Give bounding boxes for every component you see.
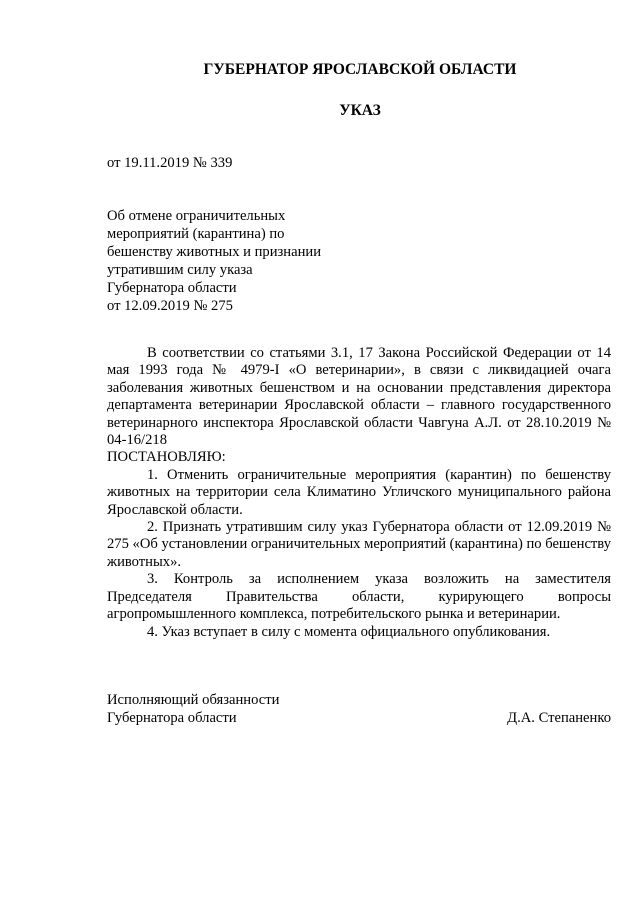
signer-name: Д.А. Степаненко xyxy=(507,710,611,726)
subject-line: от 12.09.2019 № 275 xyxy=(107,298,233,314)
document-type: УКАЗ xyxy=(339,102,381,119)
document-body xyxy=(107,345,611,641)
clause-3: 3. Контроль за исполнением указа возложить на заместителя Председателя Правительства области, курирующего вопросы агропромышленного комплекса, потребительского рынка и ветеринарии. xyxy=(107,571,611,623)
signer-position-line2: Губернатора области xyxy=(107,710,237,726)
subject-line: бешенству животных и признании xyxy=(107,244,322,260)
subject-line: Губернатора области xyxy=(107,280,237,296)
subject-line: утратившим силу указа xyxy=(107,262,253,278)
preamble-paragraph: В соответствии со статьями 3.1, 17 Закона Российской Федерации от 14 мая 1993 года № 4979-I «О ветеринарии», в связи с ликвидацией очага заболевания животных бешенством и на основании представления директора департамента ветеринарии Ярославской области – главного государственного ветеринарного инспектора Ярославской области Чавгуна А.Л. от 28.10.2019 № 04-16/218 xyxy=(107,345,611,449)
resolve-word: ПОСТАНОВЛЯЮ: xyxy=(107,449,226,466)
document-date-number: от 19.11.2019 № 339 xyxy=(107,155,233,171)
document-subject xyxy=(107,207,427,315)
clause-1: 1. Отменить ограничительные мероприятия (карантин) по бешенству животных на территории села Климатино Угличского муниципального района Ярославской области. xyxy=(107,466,611,518)
subject-line: мероприятий (карантина) по xyxy=(107,226,285,242)
document-authority: ГУБЕРНАТОР ЯРОСЛАВСКОЙ ОБЛАСТИ xyxy=(203,61,517,78)
signer-position-line1: Исполняющий обязанности xyxy=(107,692,280,708)
subject-line: Об отмене ограничительных xyxy=(107,208,286,224)
signature-row xyxy=(107,709,611,727)
clause-2: 2. Признать утратившим силу указ Губернатора области от 12.09.2019 № 275 «Об установлении ограничительных мероприятий (карантина) по бешенству животных». xyxy=(107,519,611,570)
clause-4: 4. Указ вступает в силу с момента официального опубликования. xyxy=(147,623,551,640)
signature-block xyxy=(107,691,611,727)
